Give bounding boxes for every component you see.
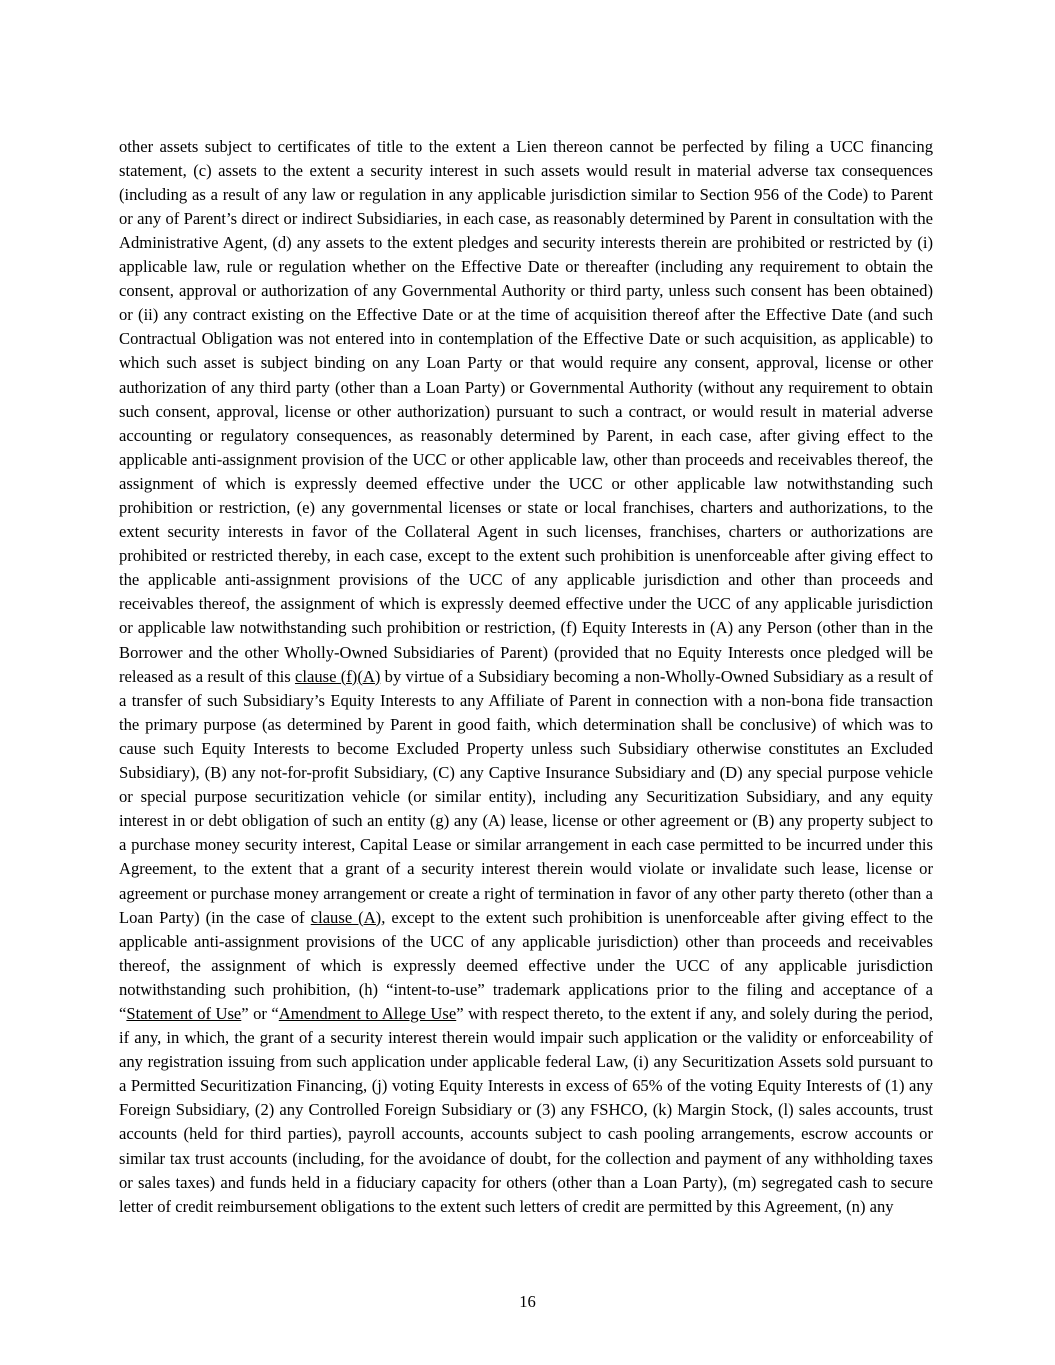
body-paragraph bbox=[119, 135, 938, 1219]
paragraph-segment-1: other assets subject to certificates of title to the extent a Lien thereon cannot be perfected by filing a UCC financing statement, (c) assets to the extent a security interest in such assets would result in material adverse tax consequences (including as a result of any law or regulation in any applicable jurisdiction similar to Section 956 of the Code) to Parent or any of Parent’s direct or indirect Subsidiaries, in each case, as reasonably determined by Parent in consultation with the Administrative Agent, (d) any assets to the extent pledges and security interests therein are prohibited or restricted by (i) applicable law, rule or regulation whether on the Effective Date or thereafter (including any requirement to obtain the consent, approval or authorization of any Governmental Authority or third party, unless such consent has been obtained) or (ii) any contract existing on the Effective Date or at the time of acquisition thereof after the Effective Date (and such Contractual Obligation was not entered into in contemplation of the Effective Date or such acquisition, as applicable) to which such asset is subject binding on any Loan Party or that would require any consent, approval, license or other authorization of any third party (other than a Loan Party) or Governmental Authority (without any requirement to obtain such consent, approval, license or other authorization) pursuant to such a contract, or would result in material adverse accounting or regulatory consequences, as reasonably determined by Parent, in each case, after giving effect to the applicable anti-assignment provision of the UCC or other applicable law, other than proceeds and receivables thereof, the assignment of which is expressly deemed effective under the UCC or other applicable law notwithstanding such prohibition or restriction, (e) any governmental licenses or state or local franchises, charters and authorizations, to the extent security interests in favor of the Collateral Agent in such licenses, franchises, charters or authorizations are prohibited or restricted thereby, in each case, except to the extent such prohibition is unenforceable after giving effect to the applicable anti-assignment provisions of the UCC of any applicable jurisdiction and other than proceeds and receivables thereof, the assignment of which is expressly deemed effective under the UCC of any applicable jurisdiction or applicable law notwithstanding such prohibition or restriction, (f) Equity Interests in (A) any Person (other than in the Borrower and the other Wholly-Owned Subsidiaries of Parent) (provided that no Equity Interests once pledged will be released as a result of this bbox=[119, 136, 938, 686]
paragraph-segment-4: ” or “ bbox=[241, 1003, 279, 1023]
paragraph-segment-5: ” with respect thereto, to the extent if any, and solely during the period, if any, in which, the grant of a security interest therein would impair such application or the validity or enforceability of any registration issuing from such application under applicable federal Law, (i) any Securitization Assets sold pursuant to a Permitted Securitization Financing, (j) voting Equity Interests in excess of 65% of the voting Equity Interests of (1) any Foreign Subsidiary, (2) any Controlled Foreign Subsidiary or (3) any FSHCO, (k) Margin Stock, (l) sales accounts, trust accounts (held for third parties), payroll accounts, accounts subject to cash pooling arrangements, escrow accounts or similar tax trust accounts (including, for the avoidance of doubt, for the collection and payment of any withholding taxes or sales taxes) and funds held in a fiduciary capacity for others (other than a Loan Party), (m) segregated cash to secure letter of credit reimbursement obligations to the extent such letters of credit are permitted by this Agreement, (n) any bbox=[119, 1003, 938, 1216]
cross-reference-clause-a: clause (A) bbox=[310, 907, 382, 927]
paragraph-segment-3: , except to the extent such prohibition is unenforceable after giving effect to the applicable anti-assignment provisions of the UCC of any applicable jurisdiction) other than proceeds and receivables thereof, the assignment of which is expressly deemed effective under the UCC of any applicable jurisdiction notwithstanding such prohibition, (h) “intent-to-use” trademark applications prior to the filing and acceptance of a “ bbox=[119, 907, 938, 1023]
page-number: 16 bbox=[519, 1292, 536, 1312]
defined-term-amendment-to-allege-use: Amendment to Allege Use bbox=[278, 1003, 457, 1023]
cross-reference-clause-f-a: clause (f)(A) bbox=[294, 666, 381, 686]
paragraph-segment-2: by virtue of a Subsidiary becoming a non-Wholly-Owned Subsidiary as a result of a transfer of such Subsidiary’s Equity Interests to any Affiliate of Parent in connection with a non-bona fide transaction the primary purpose (as determined by Parent in good faith, which determination shall be conclusive) of which was to cause such Equity Interests to become Excluded Property unless such Subsidiary otherwise constitutes an Excluded Subsidiary), (B) any not-for-profit Subsidiary, (C) any Captive Insurance Subsidiary and (D) any special purpose vehicle or special purpose securitization vehicle (or similar entity), including any Securitization Subsidiary, and any equity interest in or debt obligation of such an entity (g) any (A) lease, license or other agreement or (B) any property subject to a purchase money security interest, Capital Lease or similar arrangement in each case permitted to be incurred under this Agreement, to the extent that a grant of a security interest therein would violate or invalidate such lease, license or agreement or purchase money arrangement or create a right of termination in favor of any other party thereto (other than a Loan Party) (in the case of bbox=[119, 666, 938, 927]
defined-term-statement-of-use: Statement of Use bbox=[126, 1003, 242, 1023]
